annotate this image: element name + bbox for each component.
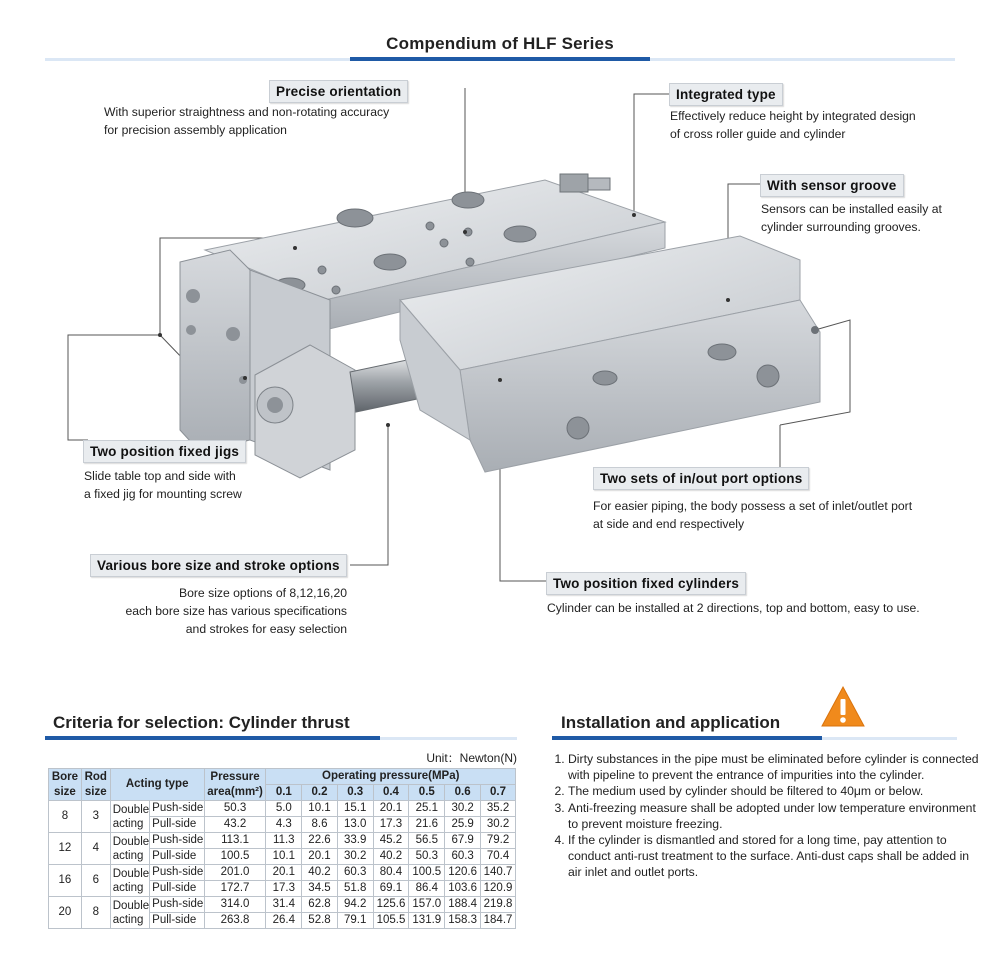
header-pressure-area: Pressure area(mm²) (204, 769, 266, 801)
thrust-value-cell: 25.1 (409, 801, 445, 817)
rod-size-cell: 6 (81, 865, 110, 897)
thrust-value-cell: 79.2 (481, 833, 516, 849)
installation-list (552, 751, 980, 881)
thrust-value-cell: 15.1 (337, 801, 373, 817)
side-cell: Pull-side (150, 817, 204, 833)
desc-line: Cylinder can be installed at 2 directions, top and bottom, easy to use. (547, 601, 920, 615)
thrust-value-cell: 67.9 (445, 833, 481, 849)
callout-bore-stroke-desc (100, 584, 347, 638)
thrust-value-cell: 10.1 (266, 849, 302, 865)
area-cell: 314.0 (204, 897, 266, 913)
acting-type-line: acting (112, 817, 144, 830)
thrust-value-cell: 22.6 (302, 833, 338, 849)
thrust-value-cell: 40.2 (373, 849, 409, 865)
desc-line: Slide table top and side with (84, 469, 236, 483)
thrust-value-cell: 103.6 (445, 881, 481, 897)
thrust-value-cell: 70.4 (481, 849, 516, 865)
side-cell: Pull-side (150, 881, 204, 897)
thrust-value-cell: 34.5 (302, 881, 338, 897)
thrust-value-cell: 80.4 (373, 865, 409, 881)
callout-fixed-jigs-desc (84, 467, 242, 503)
thrust-value-cell: 100.5 (409, 865, 445, 881)
desc-line: With superior straightness and non-rotating accuracy (104, 105, 390, 119)
thrust-value-cell: 26.4 (266, 913, 302, 929)
installation-rule-accent (552, 736, 822, 740)
thrust-value-cell: 20.1 (302, 849, 338, 865)
callout-precise-orientation-title: Precise orientation (269, 80, 408, 103)
thrust-value-cell: 5.0 (266, 801, 302, 817)
table-row (49, 833, 516, 849)
side-cell: Push-side (150, 865, 204, 881)
desc-line: cylinder surrounding grooves. (761, 220, 921, 234)
acting-type-line: Double (112, 835, 150, 848)
desc-line: of cross roller guide and cylinder (670, 127, 846, 141)
page-title: Compendium of HLF Series (386, 34, 614, 53)
thrust-value-cell: 60.3 (337, 865, 373, 881)
callout-bore-stroke-title: Various bore size and stroke options (90, 554, 347, 577)
area-cell: 263.8 (204, 913, 266, 929)
rod-size-cell: 4 (81, 833, 110, 865)
callout-port-options-desc (593, 497, 912, 533)
header-acting-type: Acting type (110, 769, 204, 801)
thrust-value-cell: 62.8 (302, 897, 338, 913)
thrust-value-cell: 94.2 (337, 897, 373, 913)
desc-line: Bore size options of 8,12,16,20 (178, 586, 347, 600)
header-bore-size: Bore size (49, 769, 82, 801)
thrust-value-cell: 69.1 (373, 881, 409, 897)
acting-type-line: Double (112, 803, 150, 816)
acting-type-line: Double (112, 867, 150, 880)
thrust-value-cell: 13.0 (337, 817, 373, 833)
thrust-value-cell: 10.1 (302, 801, 338, 817)
thrust-table (48, 768, 516, 929)
thrust-value-cell: 188.4 (445, 897, 481, 913)
desc-line: for precision assembly application (104, 123, 287, 137)
bore-size-cell: 8 (49, 801, 82, 833)
thrust-value-cell: 158.3 (445, 913, 481, 929)
table-row (49, 897, 516, 913)
warning-icon (820, 684, 866, 730)
desc-line: Sensors can be installed easily at (761, 202, 942, 216)
thrust-value-cell: 11.3 (266, 833, 302, 849)
thrust-value-cell: 50.3 (409, 849, 445, 865)
area-cell: 50.3 (204, 801, 266, 817)
installation-item: 4. If the cylinder is dismantled and stored for a long time, pay attention to conduct anti-rust treatment to the surface. Anti-dust caps shall be added in air inlet and outlet ports. (568, 832, 980, 881)
installation-item: 3. Anti-freezing measure shall be adopted under low temperature environment to prevent moisture freezing. (568, 800, 980, 832)
callout-fixed-cylinders-title: Two position fixed cylinders (546, 572, 746, 595)
criteria-rule-accent (45, 736, 380, 740)
installation-item: 2. The medium used by cylinder should be filtered to 40μm or below. (568, 783, 980, 799)
desc-line: Effectively reduce height by integrated design (670, 109, 916, 123)
thrust-value-cell: 56.5 (409, 833, 445, 849)
acting-type-cell (110, 865, 149, 897)
thrust-value-cell: 157.0 (409, 897, 445, 913)
callout-sensor-groove-desc (761, 200, 942, 236)
desc-line: a fixed jig for mounting screw (84, 487, 242, 501)
header-rod-size: Rod size (81, 769, 110, 801)
acting-type-cell (110, 833, 149, 865)
area-cell: 201.0 (204, 865, 266, 881)
header-pressure-value: 0.7 (481, 785, 516, 801)
thrust-value-cell: 30.2 (481, 817, 516, 833)
acting-type-line: acting (112, 881, 144, 894)
header-pressure-value: 0.5 (409, 785, 445, 801)
installation-title: Installation and application (561, 713, 781, 732)
installation-item: 1. Dirty substances in the pipe must be eliminated before cylinder is connected with pipeline to prevent the entrance of impurities into the cylinder. (568, 751, 980, 783)
desc-line: each bore size has various specifications (125, 604, 347, 618)
table-row (49, 801, 516, 817)
area-cell: 100.5 (204, 849, 266, 865)
callout-integrated-type-title: Integrated type (669, 83, 783, 106)
thrust-value-cell: 51.8 (337, 881, 373, 897)
header-pressure-value: 0.1 (266, 785, 302, 801)
header-operating-pressure: Operating pressure(MPa) (266, 769, 516, 785)
thrust-value-cell: 31.4 (266, 897, 302, 913)
thrust-value-cell: 30.2 (337, 849, 373, 865)
thrust-value-cell: 30.2 (445, 801, 481, 817)
table-row (49, 865, 516, 881)
callout-sensor-groove-title: With sensor groove (760, 174, 904, 197)
thrust-value-cell: 120.6 (445, 865, 481, 881)
side-cell: Push-side (150, 801, 204, 817)
title-rule-accent (350, 57, 650, 61)
thrust-value-cell: 35.2 (481, 801, 516, 817)
thrust-value-cell: 25.9 (445, 817, 481, 833)
thrust-value-cell: 120.9 (481, 881, 516, 897)
thrust-value-cell: 20.1 (266, 865, 302, 881)
side-cell: Pull-side (150, 849, 204, 865)
callout-precise-orientation-desc (104, 103, 389, 139)
bore-size-cell: 12 (49, 833, 82, 865)
thrust-value-cell: 125.6 (373, 897, 409, 913)
header-pressure-value: 0.6 (445, 785, 481, 801)
thrust-value-cell: 45.2 (373, 833, 409, 849)
thrust-value-cell: 8.6 (302, 817, 338, 833)
desc-line: For easier piping, the body possess a set of inlet/outlet port (593, 499, 913, 513)
desc-line: and strokes for easy selection (185, 622, 347, 636)
side-cell: Push-side (150, 897, 204, 913)
acting-type-line: acting (112, 913, 144, 926)
acting-type-cell (110, 897, 149, 929)
thrust-value-cell: 131.9 (409, 913, 445, 929)
thrust-value-cell: 21.6 (409, 817, 445, 833)
thrust-value-cell: 184.7 (481, 913, 516, 929)
thrust-value-cell: 17.3 (373, 817, 409, 833)
thrust-value-cell: 20.1 (373, 801, 409, 817)
callout-fixed-cylinders-desc (547, 599, 920, 617)
rod-size-cell: 3 (81, 801, 110, 833)
thrust-value-cell: 33.9 (337, 833, 373, 849)
thrust-value-cell: 4.3 (266, 817, 302, 833)
area-cell: 172.7 (204, 881, 266, 897)
area-cell: 113.1 (204, 833, 266, 849)
thrust-value-cell: 60.3 (445, 849, 481, 865)
side-cell: Pull-side (150, 913, 204, 929)
side-cell: Push-side (150, 833, 204, 849)
area-cell: 43.2 (204, 817, 266, 833)
callout-integrated-type-desc (670, 107, 916, 143)
thrust-value-cell: 86.4 (409, 881, 445, 897)
criteria-title: Criteria for selection: Cylinder thrust (53, 713, 350, 732)
rod-size-cell: 8 (81, 897, 110, 929)
unit-label: Unit：Newton(N) (426, 751, 517, 765)
thrust-value-cell: 17.3 (266, 881, 302, 897)
acting-type-cell (110, 801, 149, 833)
header-pressure-value: 0.4 (373, 785, 409, 801)
callout-port-options-title: Two sets of in/out port options (593, 467, 809, 490)
acting-type-line: acting (112, 849, 144, 862)
thrust-value-cell: 219.8 (481, 897, 516, 913)
desc-line: at side and end respectively (593, 517, 745, 531)
bore-size-cell: 16 (49, 865, 82, 897)
thrust-value-cell: 79.1 (337, 913, 373, 929)
thrust-value-cell: 105.5 (373, 913, 409, 929)
bore-size-cell: 20 (49, 897, 82, 929)
callout-fixed-jigs-title: Two position fixed jigs (83, 440, 246, 463)
thrust-value-cell: 52.8 (302, 913, 338, 929)
thrust-value-cell: 40.2 (302, 865, 338, 881)
header-pressure-value: 0.2 (302, 785, 338, 801)
thrust-value-cell: 140.7 (481, 865, 516, 881)
acting-type-line: Double (112, 899, 150, 912)
header-pressure-value: 0.3 (337, 785, 373, 801)
